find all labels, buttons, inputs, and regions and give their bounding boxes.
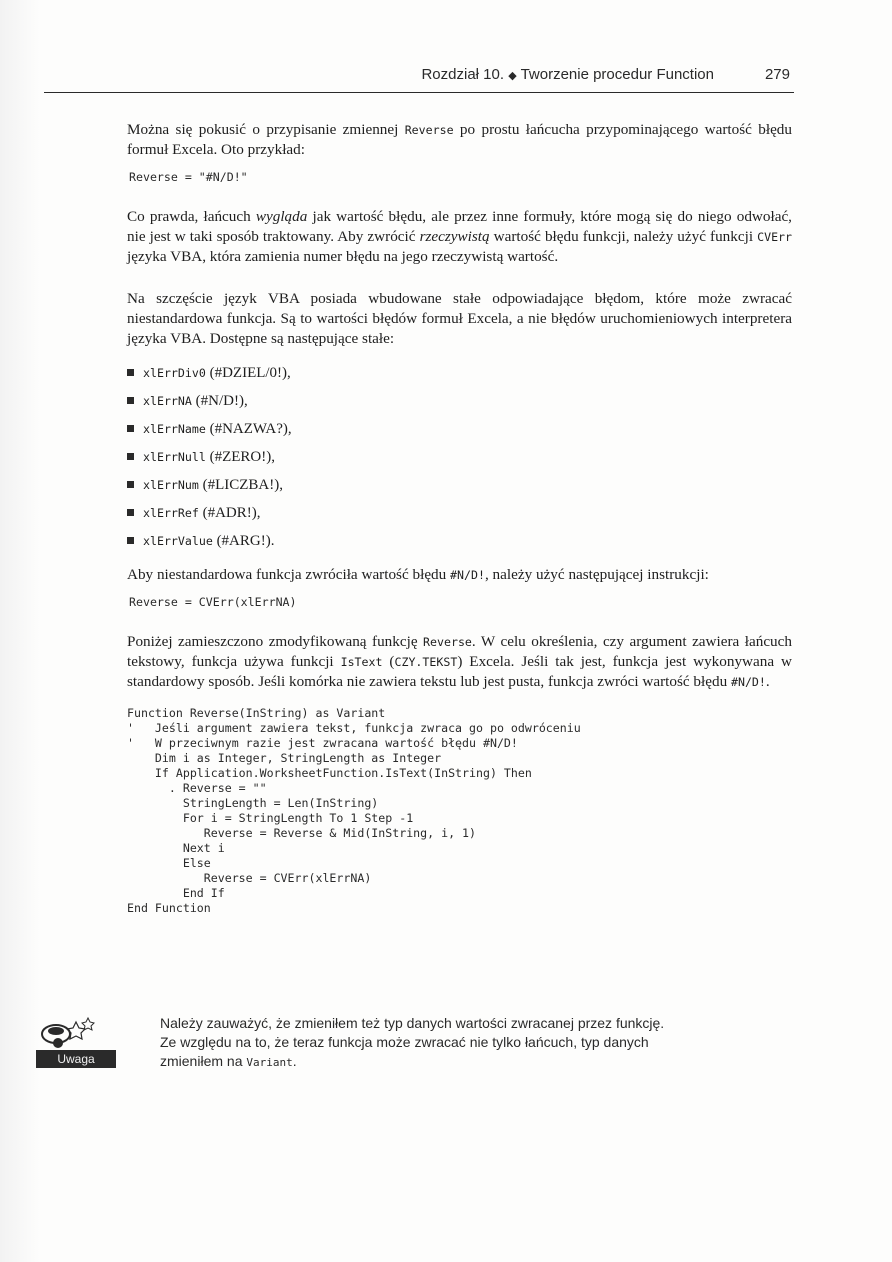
code-example-2: Reverse = CVErr(xlErrNA) [129, 595, 297, 609]
list-item: xlErrDiv0 (#DZIEL/0!), [127, 363, 792, 391]
running-header [44, 62, 794, 93]
list-item: xlErrNA (#N/D!), [127, 391, 792, 419]
diamond-bullet-icon: ◆ [508, 70, 517, 82]
list-item: xlErrRef (#ADR!), [127, 503, 792, 531]
page-body [127, 120, 792, 916]
paragraph-3: Na szczęście język VBA posiada wbudowane stałe odpowiadające błędom, które może zwracać niestandardowa funkcja. Są to wartości błędów formuł Excela, a nie błędów uruchomieniowych interpretera języka VBA. Dostępne są następujące stałe: [127, 290, 792, 347]
note-icon [36, 1014, 116, 1050]
error-constants-list [127, 363, 792, 559]
page-shadow [0, 0, 40, 1262]
list-item: xlErrName (#NAZWA?), [127, 419, 792, 447]
paragraph-4: Aby niestandardowa funkcja zwróciła wartość błędu #N/D!, należy użyć następującej instrukcji: [127, 566, 709, 583]
code-example-1: Reverse = "#N/D!" [129, 170, 248, 184]
square-bullet-icon [127, 425, 134, 432]
square-bullet-icon [127, 481, 134, 488]
page-number: 279 [764, 66, 790, 83]
square-bullet-icon [127, 397, 134, 404]
note-text: Należy zauważyć, że zmieniłem też typ danych wartości zwracanej przez funkcję. Ze względu na to, że teraz funkcja może zwracać nie tylko łańcuch, typ danych zmieniłem na Variant. [160, 1015, 665, 1069]
note-icon-group [36, 1014, 116, 1070]
square-bullet-icon [127, 453, 134, 460]
paragraph-1: Można się pokusić o przypisanie zmiennej Reverse po prostu łańcucha przypominającego wartość błędu formuł Excela. Oto przykład: [127, 121, 792, 158]
code-listing-reverse-function: Function Reverse(InString) as Variant ' Jeśli argument zawiera tekst, funkcja zwraca go po odwróceniu ' W przeciwnym razie jest zwracana wartość błędu #N/D! Dim i as Integer, StringLength as Integer If Application.WorksheetFunction.IsText(InString) Then . Reverse = "" StringLength = Len(InString) For i = StringLength To 1 Step -1 Reverse = Reverse & Mid(InString, i, 1) Next i Else Reverse = CVErr(xlErrNA) End If End Function [127, 706, 581, 915]
square-bullet-icon [127, 369, 134, 376]
note-badge: Uwaga [36, 1050, 116, 1068]
paragraph-5: Poniżej zamieszczono zmodyfikowaną funkcję Reverse. W celu określenia, czy argument zawiera łańcuch tekstowy, funkcja używa funkcji IsText (CZY.TEKST) Excela. Jeśli tak jest, funkcja jest wykonywana w standardowy sposób. Jeśli komórka nie zawiera tekstu lub jest pusta, funkcja zwróci wartość błędu #N/D!. [127, 633, 792, 690]
paragraph-2: Co prawda, łańcuch wygląda jak wartość błędu, ale przez inne formuły, które mogą się do niego odwołać, nie jest w taki sposób traktowany. Aby zwrócić rzeczywistą wartość błędu funkcji, należy użyć funkcji CVErr języka VBA, która zamienia numer błędu na jego rzeczywistą wartość. [127, 208, 793, 265]
square-bullet-icon [127, 509, 134, 516]
list-item: xlErrNull (#ZERO!), [127, 447, 792, 475]
chapter-title: Rozdział 10. ◆ Tworzenie procedur Function [421, 66, 714, 83]
list-item: xlErrNum (#LICZBA!), [127, 475, 792, 503]
square-bullet-icon [127, 537, 134, 544]
list-item: xlErrValue (#ARG!). [127, 531, 792, 559]
